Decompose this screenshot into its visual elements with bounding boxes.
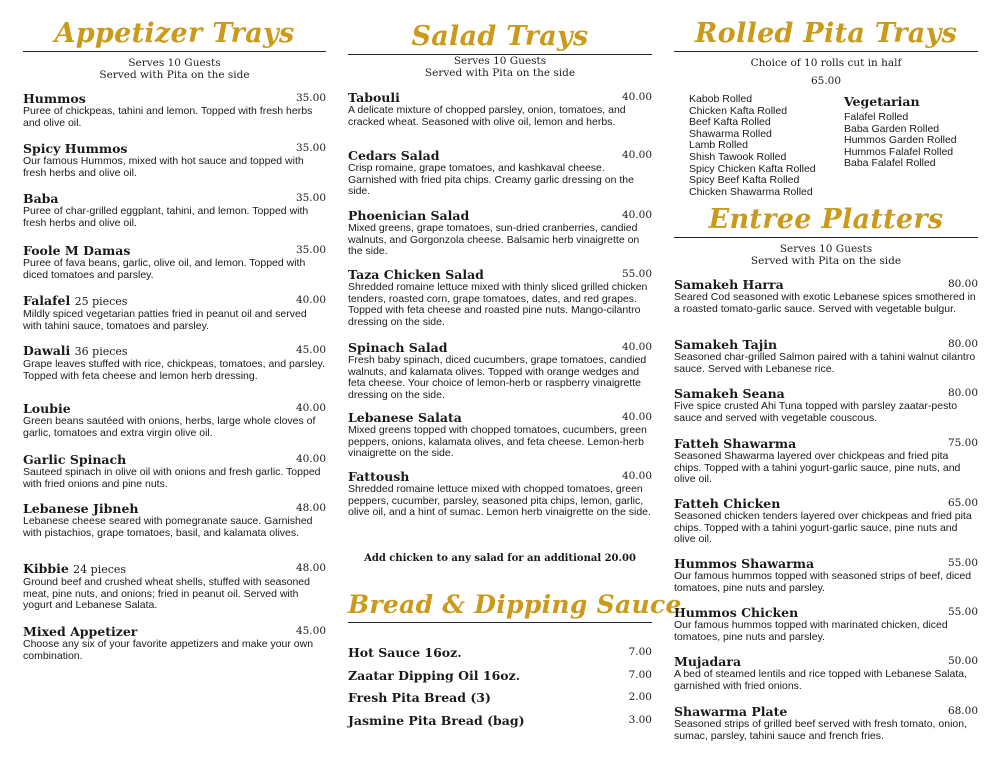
rolled-option: Shish Tawook Rolled — [689, 150, 787, 163]
item-description: Seared Cod seasoned with exotic Lebanese spices smothered in a roasted tomato-garlic sauce. Served with vegetable bulgur. — [674, 291, 976, 315]
menu-item — [23, 243, 326, 281]
item-price: 55.00 — [621, 268, 652, 280]
menu-item — [348, 267, 652, 328]
appetizer-title: Appetizer Trays — [23, 17, 326, 52]
item-description: Green beans sautéed with onions, herbs, large whole cloves of garlic, tomatoes and extra virgin olive oil. — [23, 415, 316, 439]
item-name — [23, 91, 326, 106]
item-name — [348, 90, 652, 105]
item-name-text: Falafel — [23, 293, 71, 308]
item-description: Shredded romaine lettuce mixed with chopped tomatoes, green peppers, cucumber, parsley, seasoned pita chips, lemon, garlic, olive oil, and a hint of sumac. Lemon herb vinaigrette on the side. — [348, 483, 651, 519]
item-name — [674, 605, 978, 620]
vegetarian-option: Baba Garden Rolled — [844, 122, 940, 135]
appetizer-subtitle — [23, 57, 326, 81]
item-name — [674, 704, 978, 719]
rolled-option: Chicken Shawarma Rolled — [689, 185, 813, 198]
item-description: Puree of chickpeas, tahini and lemon. Topped with fresh herbs and olive oil. — [23, 105, 313, 129]
item-price: 40.00 — [621, 149, 652, 161]
menu-item — [348, 90, 652, 128]
item-description: Shredded romaine lettuce mixed with thinly sliced grilled chicken tenders, roasted corn, grape tomatoes, dates, and red grapes. Topped with feta cheese and roasted pine nuts. Mango-cilantro dressing on the side. — [348, 281, 648, 328]
item-description: A delicate mixture of chopped parsley, onion, tomatoes, and cracked wheat. Seasoned with olive oil, lemon and herbs. — [348, 104, 626, 128]
menu-item — [348, 208, 652, 258]
item-name-text: Taza Chicken Salad — [348, 267, 484, 282]
item-description: Lebanese cheese seared with pomegranate sauce. Garnished with pistachios, grape tomatoes, basil, and kalamata olives. — [23, 515, 313, 539]
rolled-subtitle: Choice of 10 rolls cut in half — [750, 57, 902, 69]
item-name-text: Mixed Appetizer — [23, 624, 138, 639]
bread-item-price: 7.00 — [628, 669, 652, 681]
rolled-option: Beef Kafta Rolled — [689, 116, 771, 129]
item-name-text: Tabouli — [348, 90, 400, 105]
item-price: 80.00 — [947, 387, 978, 399]
menu-item — [23, 91, 326, 129]
item-name-text: Hummos — [23, 91, 86, 106]
rolled-option: Shawarma Rolled — [689, 127, 772, 140]
item-name — [23, 243, 326, 258]
menu-item — [348, 340, 652, 401]
item-name — [674, 556, 978, 571]
bread-item-price: 2.00 — [628, 691, 652, 703]
item-price: 40.00 — [295, 294, 326, 306]
menu-item — [674, 556, 978, 594]
item-name-text: Lebanese Jibneh — [23, 501, 139, 516]
item-name — [23, 141, 326, 156]
item-name-text: Mujadara — [674, 654, 742, 669]
item-description: Seasoned Shawarma layered over chickpeas and fried pita chips. Topped with a tahini yogurt-garlic sauce, pine nuts, and olive oil. — [674, 450, 961, 486]
menu-item — [674, 436, 978, 486]
item-name-text: Loubie — [23, 401, 71, 416]
item-name-text: Fatteh Shawarma — [674, 436, 797, 451]
vegetarian-option: Hummos Garden Rolled — [844, 134, 957, 147]
item-name — [348, 208, 652, 223]
menu-item — [23, 293, 326, 332]
item-description: Grape leaves stuffed with rice, chickpeas, tomatoes, and parsley. Topped with feta cheese and lemon herb dressing. — [23, 358, 325, 382]
menu-item — [23, 401, 326, 439]
item-price: 45.00 — [295, 625, 326, 637]
item-quantity-note: 36 pieces — [74, 345, 128, 358]
item-description: Puree of char-grilled eggplant, tahini, and lemon. Topped with fresh herbs and olive oil. — [23, 205, 309, 229]
item-price: 55.00 — [947, 557, 978, 569]
item-description: Puree of fava beans, garlic, olive oil, and lemon. Topped with diced tomatoes and parsley. — [23, 257, 306, 281]
item-name — [348, 340, 652, 355]
menu-item — [23, 452, 326, 490]
item-price: 40.00 — [621, 91, 652, 103]
rolled-option: Spicy Beef Kafta Rolled — [689, 174, 800, 187]
item-name — [674, 436, 978, 451]
item-description: Five spice crusted Ahi Tuna topped with parsley zaatar-pesto sauce and served with vegetable couscous. — [674, 400, 958, 424]
item-name-text: Samakeh Tajin — [674, 337, 778, 352]
item-price: 65.00 — [947, 497, 978, 509]
item-price: 55.00 — [947, 606, 978, 618]
item-description: Mixed greens, grape tomatoes, sun-dried cranberries, candied walnuts, and Gorgonzola cheese. Balsamic herb vinaigrette on the side. — [348, 222, 640, 258]
item-name — [23, 624, 326, 639]
item-name — [674, 496, 978, 511]
bread-item-name: Zaatar Dipping Oil 16oz. — [348, 668, 521, 683]
item-description: Crisp romaine, grape tomatoes, and kashkaval cheese. Garnished with fried pita chips. Creamy garlic dressing on the side. — [348, 162, 634, 198]
entree-subtitle-line-2: Served with Pita on the side — [750, 255, 902, 267]
menu-item — [23, 624, 326, 662]
item-name-text: Baba — [23, 191, 59, 206]
salad-subtitle — [348, 55, 652, 79]
item-description: Our famous hummos topped with seasoned strips of beef, diced tomatoes, pine nuts and parsley. — [674, 570, 972, 594]
item-name — [23, 452, 326, 467]
bread-item — [348, 668, 652, 683]
vegetarian-option: Falafel Rolled — [844, 111, 909, 123]
item-quantity-note: 24 pieces — [73, 563, 127, 576]
item-name — [674, 654, 978, 669]
item-name-text: Fattoush — [348, 469, 410, 484]
item-name — [23, 501, 326, 516]
item-description: Ground beef and crushed wheat shells, stuffed with seasoned meat, pine nuts, and onions; fried in peanut oil. Served with yogurt and Lebanese Salata. — [23, 576, 310, 612]
item-name — [23, 191, 326, 206]
item-name-text: Samakeh Harra — [674, 277, 784, 292]
item-description: Sauteed spinach in olive oil with onions and fresh garlic. Topped with fried onions and pine nuts. — [23, 466, 321, 490]
rolled-price: 65.00 — [810, 75, 842, 87]
item-description: Mixed greens topped with chopped tomatoes, cucumbers, green peppers, onions, kalamata olives, and feta cheese. Lemon-herb vinaigrette on the side. — [348, 424, 647, 460]
item-description: Seasoned chicken tenders layered over chickpeas and fried pita chips. Topped with a tahini yogurt-garlic sauce, pine nuts and olive oil. — [674, 510, 972, 546]
item-price: 50.00 — [947, 655, 978, 667]
appetizer-subtitle-line-1: Serves 10 Guests — [128, 57, 221, 69]
salad-title: Salad Trays — [348, 20, 652, 55]
rolled-option: Lamb Rolled — [689, 139, 748, 152]
rolled-list — [689, 94, 839, 198]
item-name-text: Spicy Hummos — [23, 141, 128, 156]
menu-item — [674, 496, 978, 546]
item-name — [23, 293, 326, 309]
salad-chicken-note: Add chicken to any salad for an additional 20.00 — [364, 553, 636, 564]
item-name-text: Foole M Damas — [23, 243, 131, 258]
menu-item — [674, 277, 978, 315]
item-name — [23, 343, 326, 359]
item-name-text: Phoenician Salad — [348, 208, 470, 223]
menu-item — [674, 337, 978, 375]
item-name-text: Garlic Spinach — [23, 452, 127, 467]
item-price: 48.00 — [295, 562, 326, 574]
item-name-text: Dawali — [23, 343, 71, 358]
item-name-text: Spinach Salad — [348, 340, 448, 355]
item-name — [23, 401, 326, 416]
item-name-text: Fatteh Chicken — [674, 496, 781, 511]
item-name — [23, 561, 326, 577]
item-name-text: Kibbie — [23, 561, 69, 576]
bread-item-price: 7.00 — [628, 646, 652, 658]
rolled-option: Spicy Chicken Kafta Rolled — [689, 162, 816, 175]
menu-item — [674, 704, 978, 742]
item-description: Our famous Hummos, mixed with hot sauce and topped with fresh herbs and olive oil. — [23, 155, 304, 179]
item-description: Mildly spiced vegetarian patties fried in peanut oil and served with tahini sauce, tomatoes and parsley. — [23, 308, 307, 332]
vegetarian-list — [844, 112, 974, 170]
menu-item — [674, 654, 978, 692]
item-price: 75.00 — [947, 437, 978, 449]
item-price: 40.00 — [295, 402, 326, 414]
rolled-option: Chicken Kafta Rolled — [689, 104, 788, 117]
item-name — [674, 386, 978, 401]
menu-item — [23, 561, 326, 612]
item-description: A bed of steamed lentils and rice topped with Lebanese Salata, garnished with fried onions. — [674, 668, 968, 692]
menu-item — [23, 343, 326, 382]
rolled-option: Kabob Rolled — [689, 93, 753, 105]
item-name-text: Lebanese Salata — [348, 410, 462, 425]
item-description: Seasoned strips of grilled beef served with fresh tomato, onion, sumac, parsley, tahini sauce and french fries. — [674, 718, 967, 742]
item-price: 68.00 — [947, 705, 978, 717]
bread-item — [348, 713, 652, 728]
item-description: Seasoned char-grilled Salmon paired with a tahini walnut cilantro sauce. Served with Lebanese rice. — [674, 351, 976, 375]
item-price: 35.00 — [295, 92, 326, 104]
item-price: 40.00 — [621, 470, 652, 482]
item-price: 80.00 — [947, 338, 978, 350]
item-price: 40.00 — [621, 209, 652, 221]
item-price: 35.00 — [295, 244, 326, 256]
item-name — [348, 469, 652, 484]
bread-title: Bread & Dipping Sauce — [348, 588, 652, 623]
salad-subtitle-line-2: Served with Pita on the side — [424, 67, 576, 79]
item-name-text: Hummos Shawarma — [674, 556, 815, 571]
menu-item — [23, 191, 326, 229]
item-name-text: Cedars Salad — [348, 148, 440, 163]
item-price: 80.00 — [947, 278, 978, 290]
menu-item — [348, 469, 652, 519]
entree-title: Entree Platters — [674, 203, 978, 238]
rolled-title: Rolled Pita Trays — [674, 17, 978, 52]
item-name — [348, 410, 652, 425]
item-name — [674, 337, 978, 352]
item-price: 48.00 — [295, 502, 326, 514]
item-quantity-note: 25 pieces — [74, 295, 128, 308]
bread-item — [348, 645, 652, 660]
menu-item — [674, 386, 978, 424]
bread-item-name: Jasmine Pita Bread (bag) — [348, 713, 525, 728]
item-price: 35.00 — [295, 142, 326, 154]
item-description: Fresh baby spinach, diced cucumbers, grape tomatoes, candied walnuts, and kalamata olives. Topped with orange wedges and feta cheese. Your choice of lemon-herb or raspberry vinaigrette dressing on the side. — [348, 354, 647, 401]
bread-item-name: Fresh Pita Bread (3) — [348, 690, 491, 705]
item-name-text: Hummos Chicken — [674, 605, 799, 620]
vegetarian-title: Vegetarian — [844, 94, 920, 109]
appetizer-subtitle-line-2: Served with Pita on the side — [99, 69, 250, 81]
salad-subtitle-line-1: Serves 10 Guests — [453, 55, 547, 67]
vegetarian-option: Baba Falafel Rolled — [844, 157, 936, 170]
item-description: Choose any six of your favorite appetizers and make your own combination. — [23, 638, 314, 662]
item-name — [348, 267, 652, 282]
item-name-text: Shawarma Plate — [674, 704, 788, 719]
item-price: 40.00 — [621, 411, 652, 423]
menu-item — [23, 141, 326, 179]
menu-item — [348, 410, 652, 460]
item-name — [348, 148, 652, 163]
item-name — [674, 277, 978, 292]
bread-item-price: 3.00 — [628, 714, 652, 726]
item-price: 35.00 — [295, 192, 326, 204]
menu-item — [23, 501, 326, 539]
vegetarian-option: Hummos Falafel Rolled — [844, 145, 954, 158]
bread-item-name: Hot Sauce 16oz. — [348, 645, 462, 660]
item-name-text: Samakeh Seana — [674, 386, 785, 401]
menu-item — [674, 605, 978, 643]
entree-subtitle — [674, 243, 978, 267]
item-price: 40.00 — [621, 341, 652, 353]
item-price: 45.00 — [295, 344, 326, 356]
entree-subtitle-line-1: Serves 10 Guests — [779, 243, 873, 255]
item-price: 40.00 — [295, 453, 326, 465]
bread-item — [348, 690, 652, 705]
item-description: Our famous hummos topped with marinated chicken, diced tomatoes, pine nuts and parsley. — [674, 619, 948, 643]
menu-item — [348, 148, 652, 198]
